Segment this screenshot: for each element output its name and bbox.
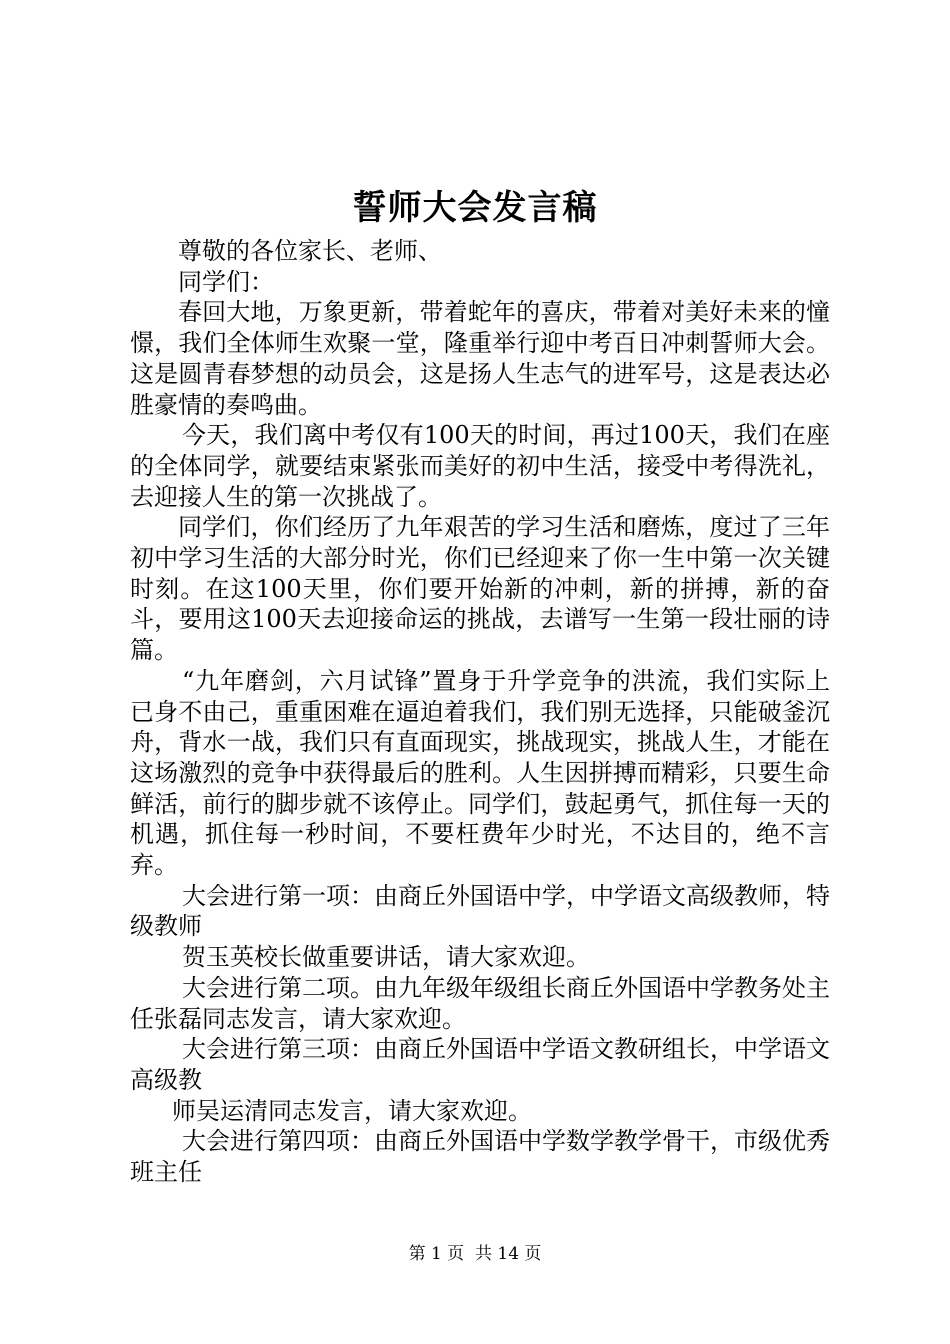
paragraph: 今天，我们离中考仅有100天的时间，再过100天，我们在座的全体同学，就要结束紧张而美好的初中生活，接受中考得洗礼，去迎接人生的第一次挑战了。 xyxy=(130,421,830,511)
agenda-item-2: 大会进行第二项。由九年级年级组长商丘外国语中学教务处主任张磊同志发言，请大家欢迎。 xyxy=(130,973,830,1033)
page-footer xyxy=(0,1243,950,1265)
agenda-item-3: 大会进行第三项：由商丘外国语中学语文教研组长，中学语文高级教 xyxy=(130,1035,830,1094)
agenda-item-4: 大会进行第四项：由商丘外国语中学数学教学骨干，市级优秀班主任 xyxy=(130,1127,830,1187)
paragraph: 同学们，你们经历了九年艰苦的学习生活和磨炼，度过了三年初中学习生活的大部分时光，你们已经迎来了你一生中第一次关键时刻。在这100天里，你们要开始新的冲刺，新的拼搏，新的奋斗，要用这100天去迎接命运的挑战，去谱写一生第一段壮丽的诗篇。 xyxy=(130,513,830,665)
salutation-line-1: 尊敬的各位家长、老师、 xyxy=(178,237,442,265)
paragraph: 春回大地，万象更新，带着蛇年的喜庆，带着对美好未来的憧憬，我们全体师生欢聚一堂，隆重举行迎中考百日冲刺誓师大会。这是圆青春梦想的动员会，这是扬人生志气的进军号，这是表达必胜豪情的奏鸣曲。 xyxy=(130,298,830,419)
salutation-line-2: 同学们： xyxy=(178,267,274,296)
document-title: 誓师大会发言稿 xyxy=(352,188,598,228)
paragraph: “九年磨剑，六月试锋”置身于升学竞争的洪流，我们实际上已身不由己，重重困难在逼迫着我们，我们别无选择，只能破釜沉舟，背水一战，我们只有直面现实，挑战现实，挑战人生，才能在这场激烈的竞争中获得最后的胜利。人生因拼搏而精彩，只要生命鲜活，前行的脚步就不该停止。同学们，鼓起勇气，抓住每一天的机遇，抓住每一秒时间，不要枉费年少时光，不达目的，绝不言弃。 xyxy=(130,666,830,880)
page-number: 第 1 页 共 14 页 xyxy=(408,1244,542,1264)
agenda-item-1: 大会进行第一项：由商丘外国语中学，中学语文高级教师，特级教师 xyxy=(130,881,830,941)
agenda-item-3-continued: 师吴运清同志发言，请大家欢迎。 xyxy=(172,1096,532,1125)
agenda-item-1-continued: 贺玉英校长做重要讲话，请大家欢迎。 xyxy=(182,943,590,972)
document-body xyxy=(130,236,830,1188)
